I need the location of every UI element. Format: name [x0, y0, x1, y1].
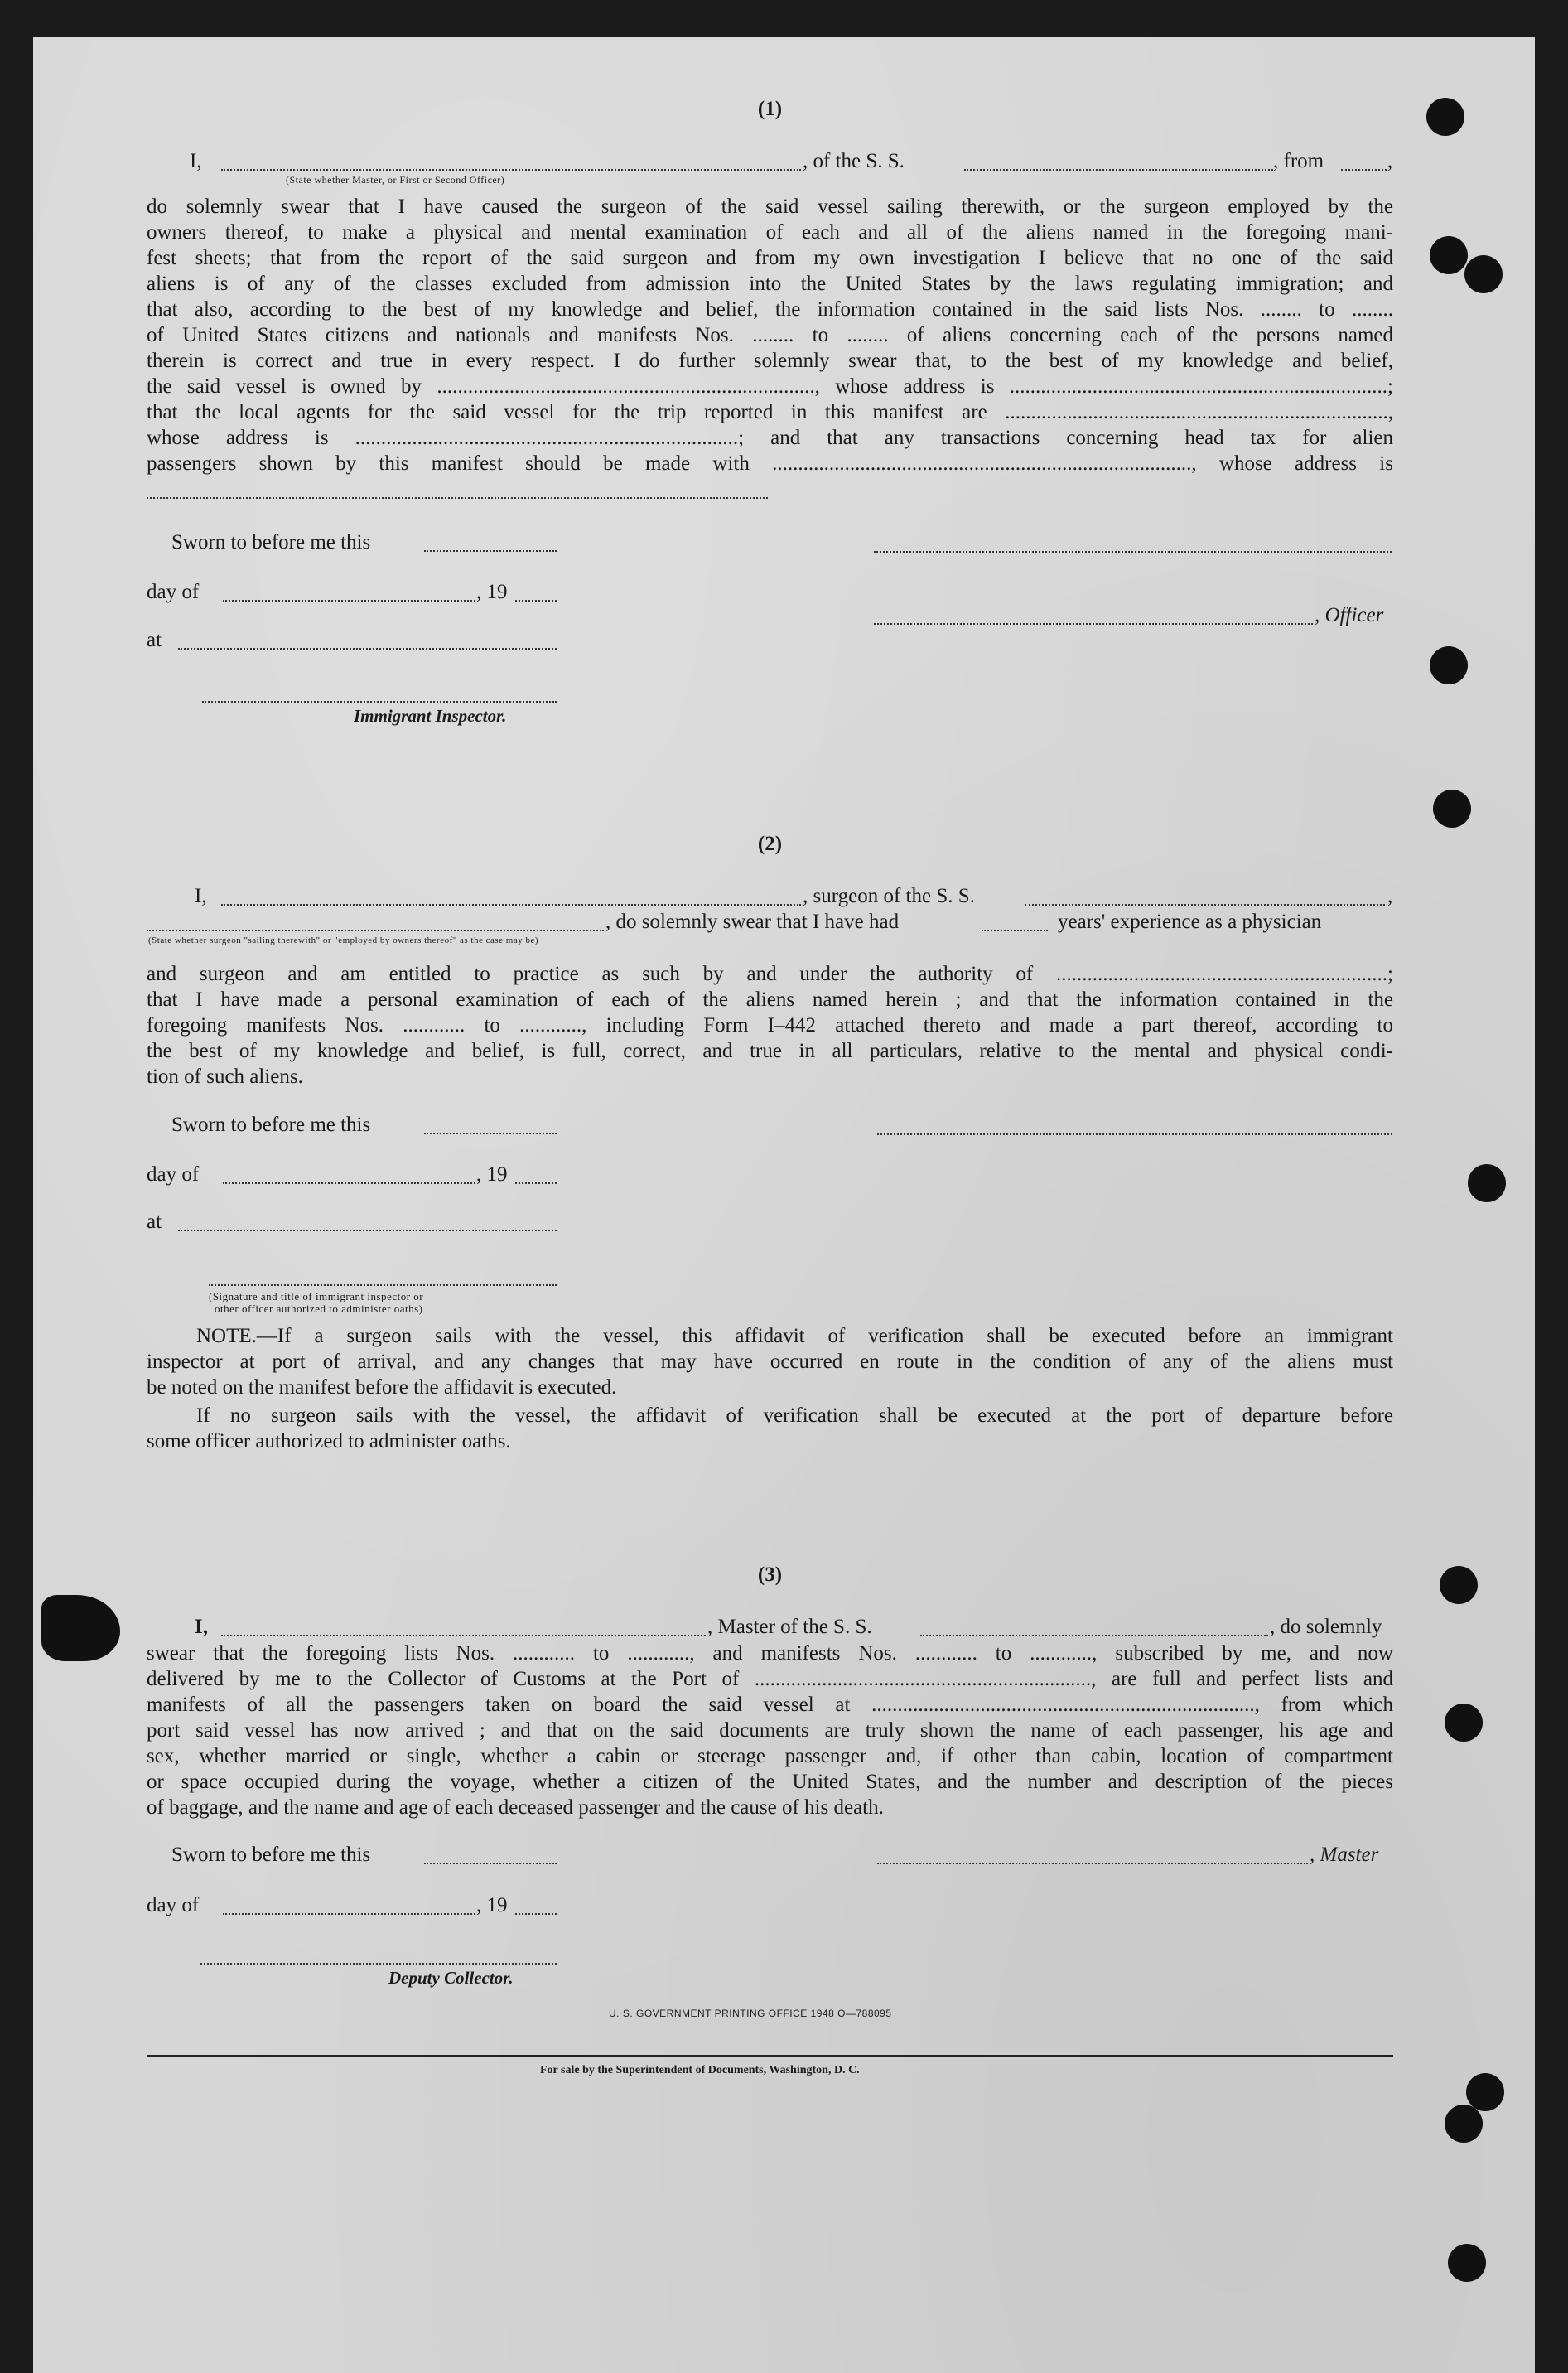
punch-hole	[1430, 646, 1468, 684]
oath-paragraph: do solemnly swear that I have caused the surgeon of the said vessel sailing therewith, or the surgeon employed by the owners thereof, to make a physical and mental examination of each and all of the aliens named in the foregoing mani- fest sheets; that from the report of the said surgeon and from my own investigation I believe that no one of the said aliens is of any of the classes excluded from admission into the United States by the laws regulating immigration; and that also, according to the best of my knowledge and belief, the information contained in the said lists Nos. ........ to ........ of United States citizens and nationals and manifests Nos. ........ to ........ of aliens concerning each of the persons named therein is correct and true in every respect. I do further solemnly swear that, to the best of my knowledge and belief, the said vessel is owned by ........................................................................., whose address is .........................................................................; that the local agents for the said vessel for the trip reported in this manifest are .........................................................................., whose address is ..........................................................................; and that any transactions concerning head tax for alien passengers shown by this manifest should be made with ................................................................................., whose address is	[147, 196, 1393, 475]
master-name-field[interactable]	[221, 1620, 706, 1636]
printing-office-imprint: U. S. GOVERNMENT PRINTING OFFICE 1948 O—788095	[609, 2008, 892, 2019]
sale-notice: For sale by the Superintendent of Documents, Washington, D. C.	[540, 2064, 860, 2076]
at-place-field[interactable]	[178, 1215, 557, 1231]
collector-signature-line[interactable]	[200, 1961, 557, 1965]
punch-hole	[1468, 1164, 1506, 1202]
inspector-signature-line[interactable]	[209, 1283, 557, 1286]
years-field[interactable]	[982, 915, 1048, 931]
sworn-day-field[interactable]	[424, 535, 557, 552]
year-field[interactable]	[515, 585, 557, 602]
month-field[interactable]	[223, 585, 475, 602]
officer-signature-line-1[interactable]	[874, 549, 1392, 553]
signature-note: other officer authorized to administer oaths)	[215, 1302, 423, 1315]
punch-hole	[1448, 2244, 1486, 2282]
note-paragraph-2: If no surgeon sails with the vessel, the affidavit of verification shall be executed at the port of departure before some officer authorized to administer oaths.	[147, 1404, 1393, 1452]
punch-hole	[1433, 790, 1471, 828]
footer-rule	[147, 2055, 1393, 2057]
punch-hole	[1445, 2105, 1483, 2143]
address-continuation-field[interactable]	[147, 495, 768, 499]
section-2: (2) I, , surgeon of the S. S. , , do solemnly swear that I have had years' experience as a physician (State whether surgeon "sailing therewith" or "employed by owners thereof" as the case may be) and surgeon and am entitled to practice as such by and under the authority of ................................................................; that I have made a personal examination of each of the aliens named herein ; and that the information contained in the foregoing manifests Nos. ............ to ............, including Form I–442 attached thereto and made a part thereof, according to the best of my knowledge and belief, is full, correct, and true in all particulars, relative to the mental and physical condi- tion of such aliens. Sworn to before me this day of , 19 at (Signature and title of immigrant inspector or other officer authorized to administer oaths) NOTE.—If a surgeon sails with the vessel, this affidavit of verification shall be executed before an immigrant inspector at port of arrival, and any changes that may have occurred en route in the condition of any of the aliens must be noted on the manifest before the affidavit is executed. If no surgeon sails with the vessel, the affidavit of verification shall be executed at the port of departure before some officer authorized to administer oaths.	[147, 833, 1393, 1452]
punch-hole	[1426, 98, 1464, 136]
field-note: (State whether surgeon "sailing therewith" or "employed by owners thereof" as the case may be)	[148, 935, 539, 945]
year-field[interactable]	[515, 1898, 557, 1915]
section-number: (1)	[757, 98, 783, 120]
at-place-field[interactable]	[178, 633, 557, 650]
punch-hole	[1440, 1566, 1478, 1604]
month-field[interactable]	[223, 1167, 475, 1184]
section-3: (3) I, , Master of the S. S. , do solemnly swear that the foregoing lists Nos. ............ to ............, and manifests Nos. ............ to ............, subscribed by me, and now delivered by me to the Collector of Customs at the Port of ................................................................., are full and perfect lists and manifests of all the passengers taken on board the said vessel at .........................................................................., from which port said vessel has now arrived ; and that on the said documents are truly shown the name of each passenger, his age and sex, whether married or single, whether a cabin or steerage passenger and, if other than cabin, location of compartment or space occupied during the voyage, whether a citizen of the United States, and the number and description of the pieces of baggage, and the name and age of each deceased passenger and the cause of his death. Sworn to before me this , Master day of , 19 Deputy Collector.	[147, 1563, 1393, 1988]
field-note: (State whether Master, or First or Second Officer)	[286, 174, 505, 186]
vessel-name-field[interactable]	[964, 154, 1273, 171]
master-paragraph: swear that the foregoing lists Nos. ............ to ............, and manifests Nos. ............ to ............, subscribed by me, and now delivered by me to the Collector of Customs at the Port of ................................................................., are full and perfect lists and manifests of all the passengers taken on board the said vessel at .........................................................................., from which port said vessel has now arrived ; and that on the said documents are truly shown the name of each passenger, his age and sex, whether married or single, whether a cabin or steerage passenger and, if other than cabin, location of compartment or space occupied during the voyage, whether a citizen of the United States, and the number and description of the pieces of baggage, and the name and age of each deceased passenger and the cause of his death.	[147, 1642, 1393, 1819]
sworn-day-field[interactable]	[424, 1118, 557, 1134]
inspector-signature-line[interactable]	[202, 699, 557, 703]
sworn-day-field[interactable]	[424, 1848, 557, 1864]
month-field[interactable]	[223, 1898, 475, 1915]
punch-hole	[1430, 236, 1468, 274]
officer-name-field[interactable]	[221, 154, 801, 171]
surgeon-paragraph: and surgeon and am entitled to practice as such by and under the authority of ................................................................; that I have made a personal examination of each of the aliens named herein ; and that the information contained in the foregoing manifests Nos. ............ to ............, including Form I–442 attached thereto and made a part thereof, according to the best of my knowledge and belief, is full, correct, and true in all particulars, relative to the mental and physical condi- tion of such aliens.	[147, 963, 1393, 1088]
section-1: (1) I, , of the S. S. , from , (State whether Master, or First or Second Officer) do solemnly swear that I have caused the surgeon of the said vessel sailing therewith, or the surgeon employed by the owners thereof, to make a physical and mental examination of each and all of the aliens named in the foregoing mani- fest sheets; that from the report of the said surgeon and from my own investigation I believe that no one of the said aliens is of any of the classes excluded from admission into the United States by the laws regulating immigration; and that also, according to the best of my knowledge and belief, the information contained in the said lists Nos. ........ to ........ of United States citizens and nationals and manifests Nos. ........ to ........ of aliens concerning each of the persons named therein is correct and true in every respect. I do further solemnly swear that, to the best of my knowledge and belief, the said vessel is owned by ........................................................................., whose address is .........................................................................; that the local agents for the said vessel for the trip reported in this manifest are .........................................................................., whose address is ..........................................................................; and that any transactions concerning head tax for alien passengers shown by this manifest should be made with ................................................................................., whose address is Sworn to before me this day of , 19 , Officer at Immigrant Inspector.	[147, 98, 1393, 726]
punch-hole	[1466, 2073, 1504, 2111]
surgeon-name-field[interactable]	[221, 889, 801, 906]
punch-hole	[1445, 1704, 1483, 1742]
surgeon-status-field[interactable]	[147, 915, 604, 931]
master-signature-line[interactable]	[877, 1848, 1308, 1864]
year-field[interactable]	[515, 1167, 557, 1184]
surgeon-signature-line[interactable]	[877, 1132, 1392, 1135]
section-number: (3)	[757, 1563, 783, 1586]
from-port-field[interactable]	[1341, 154, 1387, 171]
section-number: (2)	[757, 833, 783, 855]
collector-caption: Deputy Collector.	[388, 1968, 514, 1988]
master-vessel-field[interactable]	[920, 1620, 1268, 1636]
officer-signature-line-2[interactable]	[874, 608, 1313, 625]
punch-hole	[1464, 255, 1503, 293]
signature-note: (Signature and title of immigrant inspector or	[209, 1290, 424, 1302]
surgeon-vessel-field[interactable]	[1025, 889, 1385, 906]
inspector-caption: Immigrant Inspector.	[354, 706, 507, 726]
note-paragraph: NOTE.—If a surgeon sails with the vessel, this affidavit of verification shall be executed before an immigrant inspector at port of arrival, and any changes that may have occurred en route in the condition of any of the aliens must be noted on the manifest before the affidavit is executed.	[147, 1325, 1393, 1399]
